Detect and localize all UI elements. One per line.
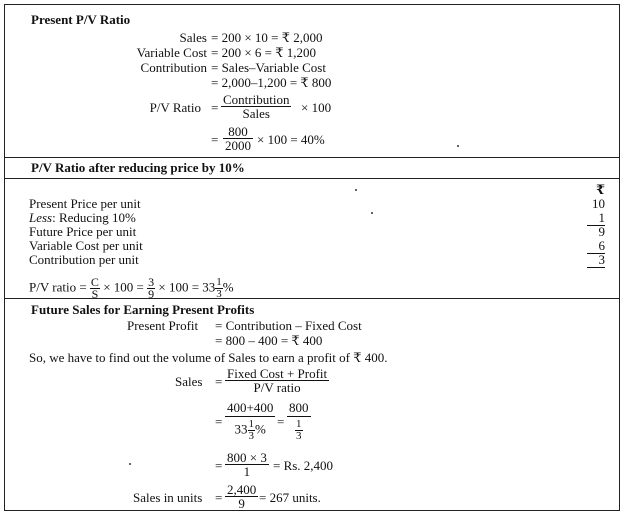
fraction-numerator: Contribution bbox=[223, 92, 290, 107]
fraction-c-s bbox=[90, 277, 100, 300]
fraction-3-9 bbox=[147, 277, 155, 300]
sales-fraction bbox=[225, 367, 329, 394]
divider bbox=[5, 157, 619, 158]
equals-sign: = bbox=[277, 414, 285, 429]
pv-ratio-label: P/V Ratio bbox=[149, 100, 201, 115]
pv-fraction bbox=[221, 93, 291, 120]
times-hundred: × 100 = bbox=[103, 279, 144, 295]
row-value: 10 bbox=[592, 196, 605, 211]
fraction-denominator: 3 bbox=[216, 288, 222, 300]
sales-calc: = 200 × 10 = ₹ 2,000 bbox=[211, 30, 323, 45]
fraction-denominator bbox=[225, 417, 275, 442]
variable-cost-calc: = 200 × 6 = ₹ 1,200 bbox=[211, 45, 317, 60]
contribution-formula: = Sales–Variable Cost bbox=[211, 60, 326, 75]
section-title-reduced-price: P/V Ratio after reducing price by 10% bbox=[31, 160, 245, 175]
equals-sign: = bbox=[215, 374, 223, 389]
row-label: Contribution per unit bbox=[29, 252, 139, 267]
fraction-numerator: Fixed Cost + Profit bbox=[227, 366, 328, 381]
fraction-denominator: 3 bbox=[296, 430, 302, 442]
pv-ratio-label: P/V ratio bbox=[29, 279, 77, 295]
row-value-underlined: 1 bbox=[587, 211, 605, 226]
row-value: 9 bbox=[598, 224, 605, 239]
fraction-numerator: 1 bbox=[296, 418, 302, 430]
fraction-numerator: 1 bbox=[216, 276, 222, 288]
sales-label: Sales bbox=[179, 30, 207, 45]
fraction-numerator: 800 bbox=[223, 125, 253, 139]
row-label-rest: : Reducing 10% bbox=[52, 210, 136, 225]
sales-fraction-final bbox=[225, 451, 269, 478]
scan-speck bbox=[371, 212, 373, 214]
fraction-denominator: S bbox=[91, 287, 99, 301]
fraction-numerator: 800 × 3 bbox=[227, 450, 267, 465]
row-label: Present Price per unit bbox=[29, 196, 141, 211]
sales-result: = Rs. 2,400 bbox=[273, 458, 334, 473]
contribution-label: Contribution bbox=[140, 60, 207, 75]
equals-sign: = bbox=[79, 279, 87, 295]
fraction-numerator: 2,400 bbox=[227, 482, 257, 497]
row-value bbox=[575, 253, 605, 268]
section-title-present-pv: Present P/V Ratio bbox=[31, 12, 131, 27]
divider bbox=[5, 298, 619, 299]
row-label: Variable Cost per unit bbox=[29, 238, 143, 253]
times-hundred: × 100 bbox=[301, 100, 332, 115]
section-title-future-sales: Future Sales for Earning Present Profits bbox=[31, 302, 255, 317]
units-fraction bbox=[225, 483, 258, 510]
scan-speck bbox=[355, 189, 357, 191]
fraction-denominator: 9 bbox=[148, 287, 155, 301]
pv-fraction-values bbox=[223, 125, 253, 152]
contribution-calc: = 2,000–1,200 = ₹ 800 bbox=[211, 75, 332, 90]
fraction-numerator: 1 bbox=[248, 418, 254, 430]
present-profit-calc: = 800 – 400 = ₹ 400 bbox=[215, 333, 323, 348]
row-label: Future Price per unit bbox=[29, 224, 137, 239]
times-hundred-result: × 100 = 33 bbox=[158, 279, 216, 295]
fraction-one-third bbox=[248, 419, 256, 442]
variable-cost-label: Variable Cost bbox=[136, 45, 207, 60]
fraction-numerator: C bbox=[90, 275, 99, 289]
sales-in-units-label: Sales in units bbox=[133, 490, 203, 505]
percent-sign: % bbox=[222, 279, 234, 295]
scan-speck bbox=[129, 463, 131, 465]
pv-ratio-formula bbox=[29, 277, 234, 300]
fraction-denominator: 3 bbox=[248, 430, 254, 442]
present-profit-formula: = Contribution – Fixed Cost bbox=[215, 318, 362, 333]
fraction-numerator: 800 bbox=[289, 400, 309, 415]
row-value-underlined: 6 bbox=[587, 239, 605, 254]
equals-sign: = bbox=[215, 490, 223, 505]
equals-sign: = bbox=[215, 414, 223, 429]
fraction-one-third bbox=[295, 419, 303, 442]
solution-table bbox=[4, 4, 620, 511]
sales-fraction-values bbox=[225, 401, 275, 442]
sales-fraction-simplified bbox=[287, 401, 311, 442]
currency-header: ₹ bbox=[595, 182, 605, 197]
fraction-denominator: P/V ratio bbox=[253, 380, 301, 395]
row-value-underlined: 3 bbox=[587, 253, 605, 268]
whole-number: 33 bbox=[234, 421, 248, 437]
fraction-denominator bbox=[287, 417, 311, 442]
divider bbox=[5, 178, 619, 179]
fraction-one-third bbox=[215, 277, 223, 300]
row-label-italic: Less bbox=[29, 210, 53, 225]
present-profit-label: Present Profit bbox=[127, 318, 199, 333]
sales-label: Sales bbox=[175, 374, 203, 389]
fraction-numerator: 3 bbox=[148, 275, 155, 289]
percent-sign: % bbox=[255, 421, 266, 437]
pv-result: × 100 = 40% bbox=[257, 132, 325, 147]
fraction-numerator: 400+400 bbox=[227, 400, 274, 415]
equals-sign: = bbox=[211, 100, 219, 115]
equals-sign: = bbox=[215, 458, 223, 473]
fraction-denominator: 2000 bbox=[225, 138, 251, 153]
units-result: = 267 units. bbox=[259, 490, 321, 505]
fraction-denominator: 1 bbox=[243, 464, 251, 479]
scan-speck bbox=[457, 145, 459, 147]
equals-sign: = bbox=[211, 132, 219, 147]
intro-sentence: So, we have to find out the volume of Sales to earn a profit of ₹ 400. bbox=[29, 350, 388, 365]
row-label bbox=[29, 211, 136, 225]
fraction-denominator: Sales bbox=[242, 106, 270, 121]
fraction-denominator: 9 bbox=[238, 496, 245, 511]
